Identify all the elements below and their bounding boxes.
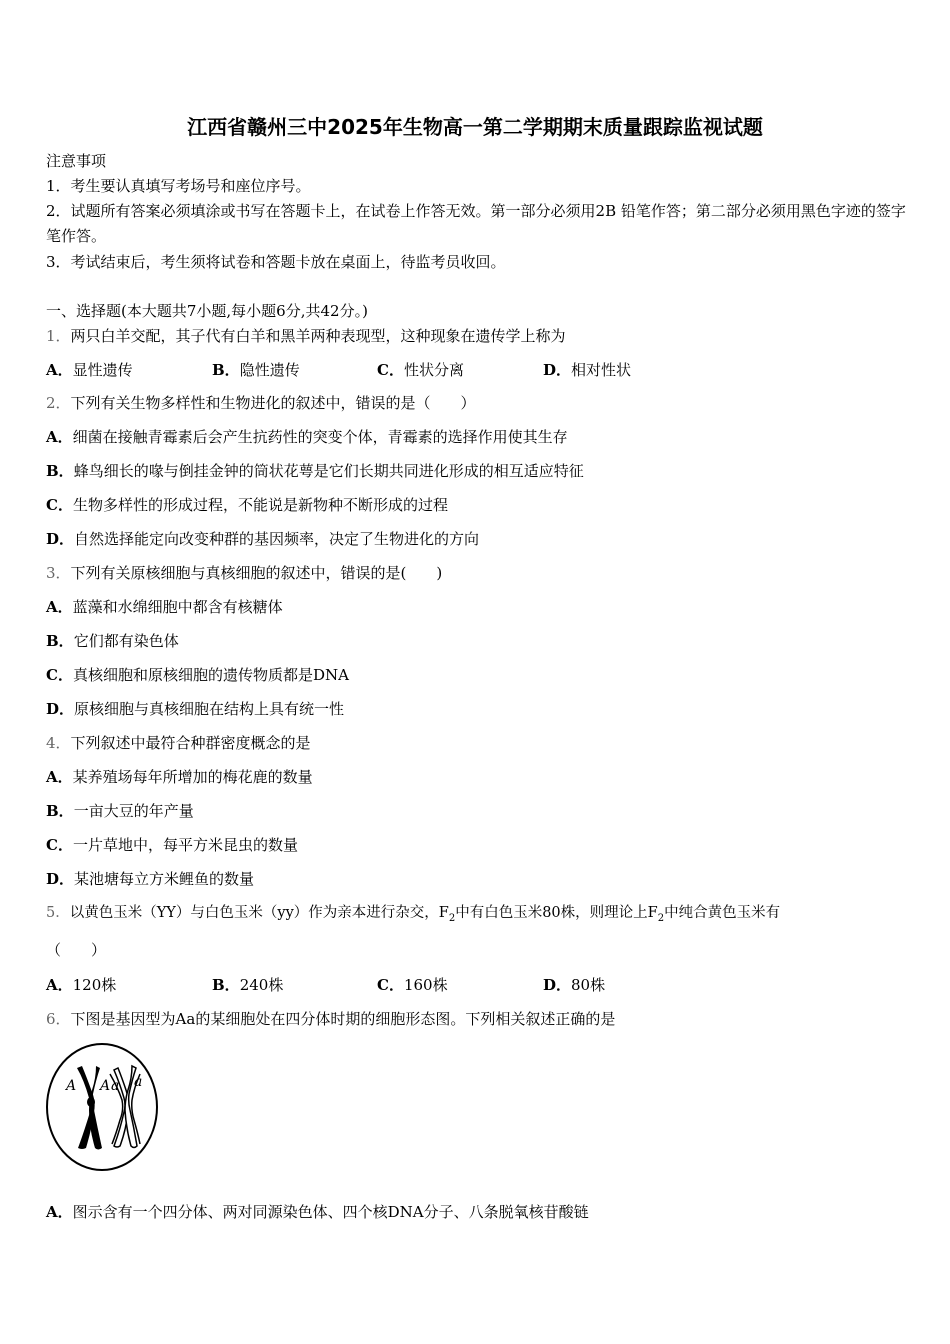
question-number: 3．	[46, 564, 71, 582]
question-5-options	[46, 974, 906, 994]
option-a[interactable]: A．显性遗传	[46, 361, 133, 379]
question-number: 2．	[46, 394, 71, 412]
option-c[interactable]: C．一片草地中，每平方米昆虫的数量	[46, 836, 298, 854]
option-c[interactable]: C．生物多样性的形成过程，不能说是新物种不断形成的过程	[46, 496, 448, 514]
option-d[interactable]: D．80株	[543, 976, 606, 994]
option-b[interactable]: B．240株	[212, 976, 284, 994]
question-text: 下列叙述中最符合种群密度概念的是	[70, 734, 311, 752]
gene-label: A	[100, 1078, 111, 1094]
question-6	[46, 1009, 615, 1029]
chromosome-dark	[77, 1066, 102, 1150]
question-number: 6．	[46, 1010, 71, 1028]
answer-blank: （ ）	[46, 941, 107, 959]
question-number: 4．	[46, 734, 71, 752]
option-b[interactable]: B．隐性遗传	[212, 361, 300, 379]
question-text: 下图是基因型为Aa的某细胞处在四分体时期的细胞形态图。下列相关叙述正确的是	[70, 1010, 616, 1028]
question-number: 5．	[46, 905, 70, 921]
option-a[interactable]: A．蓝藻和水绵细胞中都含有核糖体	[46, 598, 283, 616]
gene-label: A	[66, 1078, 77, 1094]
option-a[interactable]: A．120株	[46, 976, 117, 994]
notice-item-3: 3．考试结束后，考生须将试卷和答题卡放在桌面上，待监考员收回。	[46, 253, 506, 271]
question-1-options	[46, 359, 906, 379]
question-number: 1．	[46, 327, 71, 345]
option-b[interactable]: B．一亩大豆的年产量	[46, 802, 194, 820]
option-d[interactable]: D．某池塘每立方米鲤鱼的数量	[46, 870, 255, 888]
option-c[interactable]: C．真核细胞和原核细胞的遗传物质都是DNA	[46, 666, 349, 684]
option-b[interactable]: B．它们都有染色体	[46, 632, 179, 650]
question-4	[46, 733, 311, 753]
question-text: 两只白羊交配，其子代有白羊和黑羊两种表现型，这种现象在遗传学上称为	[70, 327, 566, 345]
option-c[interactable]: C．160株	[377, 976, 448, 994]
question-2	[46, 393, 476, 413]
cell-diagram	[44, 1040, 160, 1174]
question-text: 下列有关生物多样性和生物进化的叙述中，错误的是（ ）	[70, 394, 476, 412]
option-d[interactable]: D．原核细胞与真核细胞在结构上具有统一性	[46, 700, 345, 718]
section-heading: 一、选择题(本大题共7小题,每小题6分,共42分。)	[46, 302, 368, 320]
gene-label: a	[134, 1074, 143, 1090]
question-1	[46, 326, 566, 346]
question-5: 5．以黄色玉米（YY）与白色玉米（yy）作为亲本进行杂交，$F_2$中有白色玉米80株，则理论上$F_2$中纯合黄色玉米有	[46, 905, 781, 924]
question-text: 下列有关原核细胞与真核细胞的叙述中，错误的是( )	[70, 564, 443, 582]
notice-heading: 注意事项	[46, 152, 107, 170]
option-b[interactable]: B．蜂鸟细长的喙与倒挂金钟的筒状花萼是它们长期共同进化形成的相互适应特征	[46, 462, 584, 480]
option-d[interactable]: D．相对性状	[543, 361, 632, 379]
cell-membrane	[47, 1044, 157, 1170]
page-title: 江西省赣州三中2025年生物高一第二学期期末质量跟踪监视试题	[187, 115, 763, 139]
option-c[interactable]: C．性状分离	[377, 361, 464, 379]
notice-item-2: 2．试题所有答案必须填涂或书写在答题卡上，在试卷上作答无效。第一部分必须用2B 铅笔作答；第二部分必须用黑色字迹的签字笔作答。	[46, 202, 906, 245]
option-a[interactable]: A．图示含有一个四分体、两对同源染色体、四个核DNA分子、八条脱氧核苷酸链	[46, 1203, 589, 1221]
gene-label: a	[111, 1078, 120, 1094]
option-a[interactable]: A．某养殖场每年所增加的梅花鹿的数量	[46, 768, 313, 786]
notice-item-1: 1．考生要认真填写考场号和座位序号。	[46, 177, 311, 195]
question-3	[46, 563, 442, 583]
option-a[interactable]: A．细菌在接触青霉素后会产生抗药性的突变个体，青霉素的选择作用使其生存	[46, 428, 568, 446]
option-d[interactable]: D．自然选择能定向改变种群的基因频率，决定了生物进化的方向	[46, 530, 480, 548]
